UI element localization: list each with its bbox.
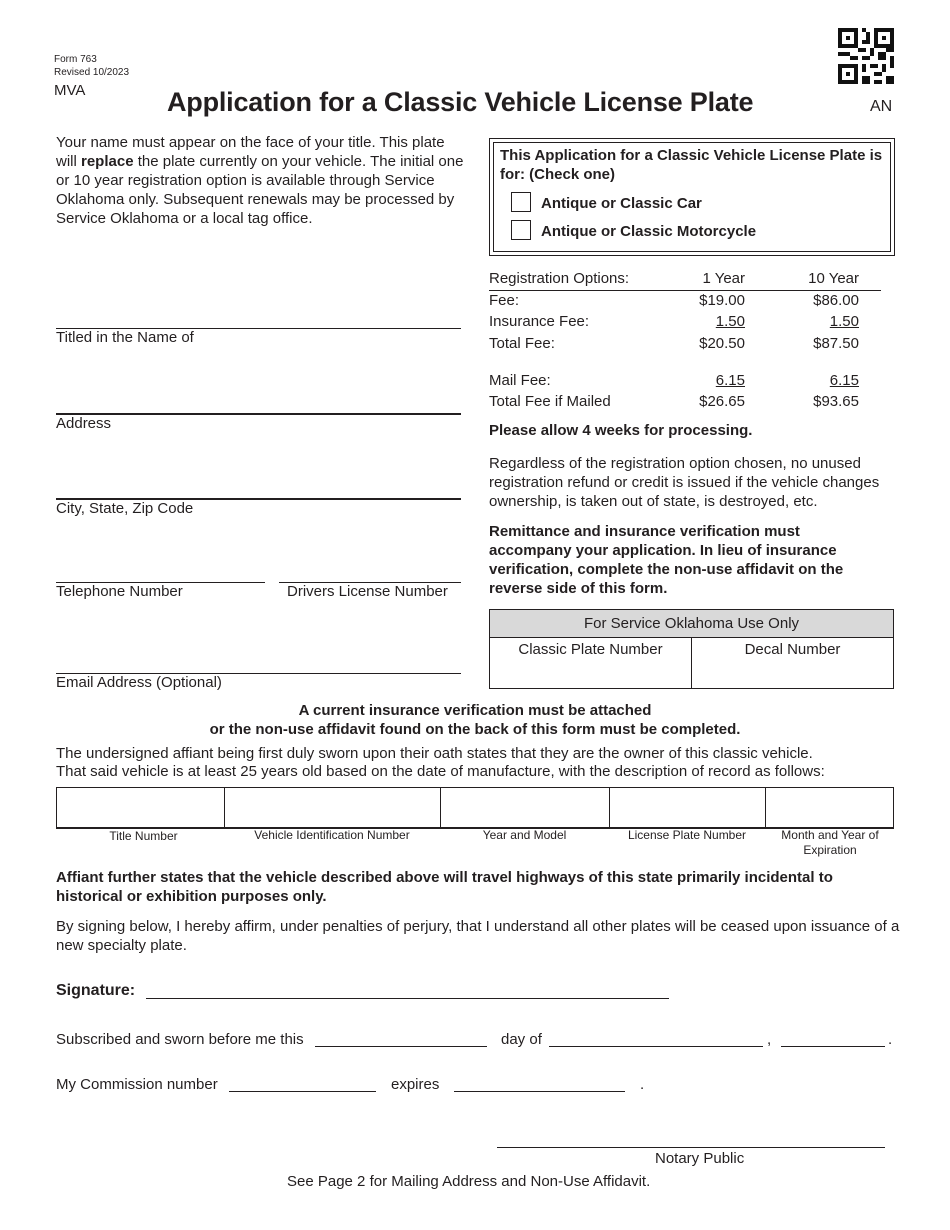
fee-header-10year: 10 Year (808, 270, 859, 287)
page-title: Application for a Classic Vehicle License Plate (167, 87, 754, 117)
period-mark: . (888, 1031, 893, 1048)
sworn-month-input[interactable] (549, 1046, 763, 1047)
sworn-label: Subscribed and sworn before me this (56, 1031, 304, 1048)
fee-row (489, 292, 881, 312)
notary-signature-input[interactable] (497, 1147, 885, 1148)
fee-row-label: Mail Fee: (489, 372, 551, 389)
agency-code: MVA (54, 82, 86, 99)
title-number-input[interactable] (56, 788, 224, 828)
titled-name-label: Titled in the Name of (56, 329, 194, 346)
day-of-label: day of (501, 1031, 542, 1048)
signature-input[interactable] (146, 998, 669, 999)
option-label-motorcycle: Antique or Classic Motorcycle (541, 223, 757, 240)
intro-text (56, 133, 466, 228)
email-label: Email Address (Optional) (56, 674, 222, 691)
sworn-year-input[interactable] (781, 1046, 885, 1047)
fee-row-1year: $19.00 (699, 292, 745, 309)
fee-row (489, 372, 881, 392)
fee-row-1year: $20.50 (699, 335, 745, 352)
fee-row-10year: 6.15 (829, 372, 859, 389)
sworn-day-input[interactable] (315, 1046, 487, 1047)
intro-text-part: the plate currently on your vehicle. The initial one or 10 year registration option is available through Service Oklahoma only. Subsequent renewals may be processed by Service Oklahoma or a local tag office. (56, 153, 464, 227)
fee-row-10year: $93.65 (813, 393, 859, 410)
fee-header-row (489, 270, 881, 291)
processing-notice: Please allow 4 weeks for processing. (489, 422, 753, 439)
fee-row-label: Total Fee if Mailed (489, 393, 611, 410)
fee-row-1year: $26.65 (699, 393, 745, 410)
highways-statement: Affiant further states that the vehicle described above will travel highways of this state primarily incidental to historical or exhibition purposes only. (56, 869, 833, 905)
address-input[interactable] (56, 413, 461, 415)
commission-label: My Commission number (56, 1076, 218, 1093)
fee-header-1year: 1 Year (702, 270, 745, 287)
fee-row (489, 313, 881, 333)
fee-row-1year: 1.50 (715, 313, 745, 330)
year-model-label: Year and Model (482, 828, 567, 842)
period-mark: . (640, 1076, 645, 1093)
expiration-input[interactable] (765, 788, 894, 828)
checkbox-classic-car[interactable] (511, 192, 531, 212)
fee-row-1year: 6.15 (715, 372, 745, 389)
plate-type-heading: This Application for a Classic Vehicle License Plate is for: (Check one) (500, 147, 883, 183)
intro-text-part: Your name must appear on the face of your title. This plate will (56, 134, 445, 170)
affidavit-line1: The undersigned affiant being first duly sworn upon their oath states that they are the owner of this classic vehicle. (56, 745, 813, 762)
refund-notice: Regardless of the registration option chosen, no unused registration refund or credit is issued if the vehicle changes ownership, is taken out of state, is destroyed, etc. (489, 455, 880, 510)
fee-row-10year: $86.00 (813, 292, 859, 309)
footer-note: See Page 2 for Mailing Address and Non-Use Affidavit. (287, 1173, 651, 1190)
fee-row-10year: 1.50 (829, 313, 859, 330)
fee-row-label: Insurance Fee: (489, 313, 590, 330)
revised-date: Revised 10/2023 (54, 67, 130, 78)
fee-row-label: Total Fee: (489, 335, 555, 352)
commission-number-input[interactable] (229, 1091, 376, 1092)
form-code: AN (870, 98, 893, 115)
expiration-label: Month and Year of Expiration (781, 828, 879, 857)
fee-row (489, 335, 881, 355)
insurance-notice-line1: A current insurance verification must be attached (298, 702, 652, 719)
checkbox-classic-motorcycle[interactable] (511, 220, 531, 240)
office-use-heading: For Service Oklahoma Use Only (490, 610, 893, 638)
commission-expires-input[interactable] (454, 1091, 625, 1092)
signature-label: Signature: (56, 982, 136, 999)
city-state-zip-label: City, State, Zip Code (56, 500, 194, 517)
fee-row-10year: $87.50 (813, 335, 859, 352)
affidavit-line2: That said vehicle is at least 25 years old based on the date of manufacture, with the description of record as follows: (56, 763, 825, 780)
comma-separator: , (767, 1031, 772, 1048)
license-plate-label: License Plate Number (627, 828, 747, 842)
vin-label: Vehicle Identification Number (254, 828, 410, 842)
fee-row (489, 393, 881, 413)
decal-number-label: Decal Number (744, 641, 841, 658)
qr-code-icon (838, 28, 894, 84)
office-use-box (489, 609, 894, 689)
remittance-notice: Remittance and insurance verification must accompany your application. In lieu of insurance verification, complete the non-use affidavit on the reverse side of this form. (489, 523, 844, 597)
vin-input[interactable] (224, 788, 440, 828)
license-plate-input[interactable] (609, 788, 765, 828)
fee-header-label: Registration Options: (489, 270, 630, 287)
telephone-label: Telephone Number (56, 583, 183, 600)
intro-bold-word: replace (81, 153, 134, 170)
year-model-input[interactable] (440, 788, 609, 828)
title-number-label: Title Number (109, 829, 178, 843)
address-label: Address (56, 415, 112, 432)
expires-label: expires (391, 1076, 440, 1093)
insurance-notice-line2: or the non-use affidavit found on the back of this form must be completed. (209, 721, 741, 738)
drivers-license-label: Drivers License Number (287, 583, 448, 600)
form-number: Form 763 (54, 54, 97, 65)
classic-plate-number-label: Classic Plate Number (518, 641, 663, 658)
notary-public-label: Notary Public (655, 1150, 745, 1167)
fee-row-label: Fee: (489, 292, 520, 309)
perjury-statement: By signing below, I hereby affirm, under penalties of perjury, that I understand all other plates will be ceased upon issuance of a new specialty plate. (56, 918, 900, 954)
option-label-car: Antique or Classic Car (541, 195, 702, 212)
